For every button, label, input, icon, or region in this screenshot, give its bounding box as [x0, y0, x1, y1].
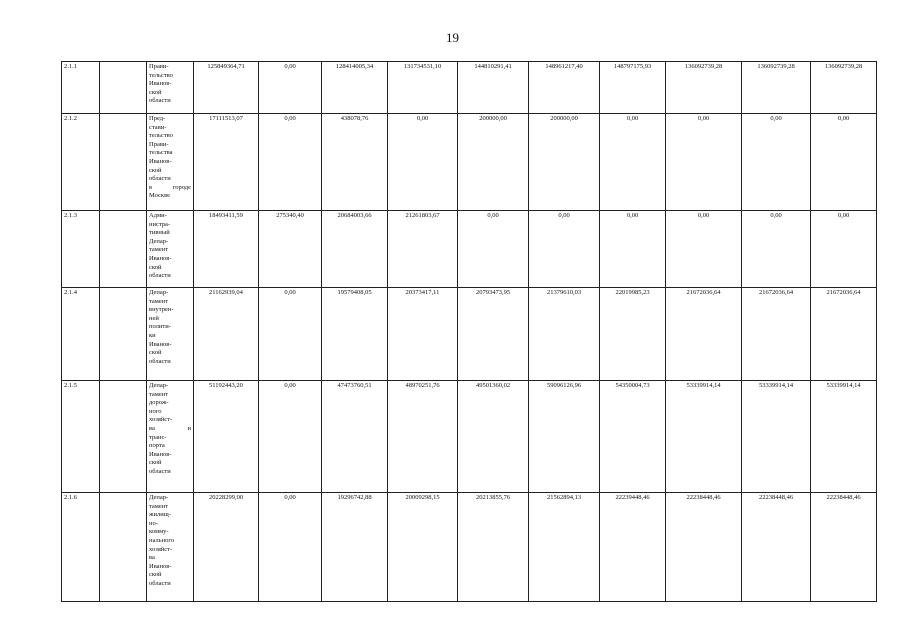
value-cell: 53339914,14: [811, 381, 877, 493]
row-name-line: области: [149, 579, 171, 587]
empty-cell: [100, 114, 147, 211]
row-name-line: области: [149, 467, 171, 475]
value-cell: 47473760,51: [322, 381, 388, 493]
value-cell: 21672036,64: [811, 288, 877, 381]
value-cell: 20793473,95: [458, 288, 529, 381]
row-name-line: области: [149, 97, 171, 105]
row-name-line: ской: [149, 459, 162, 467]
row-name: [147, 288, 194, 381]
value-cell: 22238448,46: [742, 493, 811, 602]
row-code: 2.1.2: [62, 114, 100, 211]
row-name-line: комму-: [149, 528, 169, 536]
value-cell: 131734531,10: [388, 62, 458, 114]
value-cell: 136092739,28: [666, 62, 742, 114]
row-code: 2.1.3: [62, 211, 100, 288]
row-name: [147, 211, 194, 288]
row-code: 2.1.1: [62, 62, 100, 114]
row-name-line: Пред-: [149, 115, 166, 122]
row-name-line: стави-: [149, 123, 167, 131]
value-cell: 22019985,23: [600, 288, 666, 381]
value-cell: 22239448,46: [600, 493, 666, 602]
table-row: [62, 62, 877, 114]
value-cell: 0,00: [458, 211, 529, 288]
row-name-line: в городе: [149, 183, 191, 191]
row-code: 2.1.5: [62, 381, 100, 493]
row-name-line: ного: [149, 407, 162, 415]
row-name-line: Адми-: [149, 212, 167, 219]
row-name-line: ской: [149, 166, 162, 174]
value-cell: 20373417,11: [388, 288, 458, 381]
table-row: [62, 288, 877, 381]
value-cell: 51192443,20: [194, 381, 259, 493]
empty-cell: [100, 62, 147, 114]
row-name-line: тельство: [149, 132, 173, 140]
value-cell: 128414005,34: [322, 62, 388, 114]
value-cell: 125849364,71: [194, 62, 259, 114]
value-cell: 59096126,96: [529, 381, 600, 493]
value-cell: 17111513,07: [194, 114, 259, 211]
row-name-line: тамент: [149, 502, 169, 510]
value-cell: 22238448,46: [666, 493, 742, 602]
row-name-line: Депар-: [149, 382, 169, 389]
value-cell: 18493411,59: [194, 211, 259, 288]
table-row: [62, 493, 877, 602]
row-name-line: нистра-: [149, 220, 171, 228]
row-name-line: области: [149, 272, 171, 280]
value-cell: 0,00: [811, 114, 877, 211]
row-name-line: Депар-: [149, 494, 169, 501]
value-cell: 0,00: [811, 211, 877, 288]
row-name-line: полити-: [149, 323, 171, 331]
table-row: [62, 211, 877, 288]
budget-table: [61, 61, 877, 602]
value-cell: 0,00: [742, 114, 811, 211]
value-cell: 0,00: [259, 381, 322, 493]
value-cell: 21672036,64: [666, 288, 742, 381]
row-name-line: тамент: [149, 246, 169, 254]
row-name-line: ва: [149, 554, 155, 562]
row-name-line: Прави-: [149, 63, 169, 70]
row-name: [147, 62, 194, 114]
value-cell: 0,00: [600, 114, 666, 211]
row-name-line: Иванов-: [149, 450, 172, 458]
value-cell: 438078,76: [322, 114, 388, 211]
value-cell: 136092739,28: [742, 62, 811, 114]
value-cell: 21379610,03: [529, 288, 600, 381]
row-name-line: дорож-: [149, 399, 169, 407]
value-cell: 200000,00: [529, 114, 600, 211]
page-number: 19: [446, 30, 459, 45]
row-name-line: нального: [149, 536, 175, 544]
row-name-line: хозяйст-: [149, 545, 173, 553]
row-name-line: тельства: [149, 149, 173, 157]
row-name-line: Иванов-: [149, 340, 172, 348]
row-name-line: хозяйст-: [149, 416, 173, 424]
table-row: [62, 381, 877, 493]
row-name-line: Депар-: [149, 289, 169, 296]
value-cell: 19579408,05: [322, 288, 388, 381]
row-name-line: но-: [149, 519, 158, 527]
value-cell: 0,00: [529, 211, 600, 288]
row-name-line: тамент: [149, 297, 169, 305]
value-cell: 49501360,02: [458, 381, 529, 493]
value-cell: 22238448,46: [811, 493, 877, 602]
value-cell: 21672036,64: [742, 288, 811, 381]
row-name-line: транс-: [149, 433, 167, 441]
value-cell: 20009298,15: [388, 493, 458, 602]
value-cell: 148961217,40: [529, 62, 600, 114]
value-cell: 0,00: [666, 114, 742, 211]
row-name-line: Депар-: [149, 237, 169, 245]
row-name-line: ской: [149, 349, 162, 357]
row-name-line: Иванов-: [149, 157, 172, 165]
row-name-line: Москве: [149, 192, 170, 200]
row-name: [147, 114, 194, 211]
row-name-line: ней: [149, 314, 159, 322]
row-name-line: тельство: [149, 71, 173, 79]
table-body: [62, 62, 877, 602]
row-name-line: ской: [149, 571, 162, 579]
row-name-line: порта: [149, 442, 165, 450]
value-cell: 275340,40: [259, 211, 322, 288]
row-name-line: ки: [149, 331, 156, 339]
value-cell: 54350004,73: [600, 381, 666, 493]
value-cell: 20684003,66: [322, 211, 388, 288]
row-name-line: тивный: [149, 229, 170, 237]
row-name-line: ской: [149, 88, 162, 96]
value-cell: 200000,00: [458, 114, 529, 211]
row-name-line: Иванов-: [149, 254, 172, 262]
value-cell: 144810291,41: [458, 62, 529, 114]
row-name-line: ва и: [149, 424, 191, 432]
empty-cell: [100, 493, 147, 602]
value-cell: 21162939,04: [194, 288, 259, 381]
row-name-line: внутрен-: [149, 306, 174, 314]
value-cell: 48970251,76: [388, 381, 458, 493]
value-cell: 21562894,13: [529, 493, 600, 602]
value-cell: 19296742,88: [322, 493, 388, 602]
value-cell: 0,00: [259, 288, 322, 381]
row-code: 2.1.4: [62, 288, 100, 381]
value-cell: 20213855,76: [458, 493, 529, 602]
row-name-line: области: [149, 357, 171, 365]
value-cell: 53339914,14: [742, 381, 811, 493]
row-name: [147, 381, 194, 493]
table-row: [62, 114, 877, 211]
row-name-line: Прави-: [149, 140, 169, 148]
row-name-line: области: [149, 175, 171, 183]
empty-cell: [100, 288, 147, 381]
row-name-line: Иванов-: [149, 562, 172, 570]
row-name-line: тамент: [149, 390, 169, 398]
row-name: [147, 493, 194, 602]
empty-cell: [100, 381, 147, 493]
value-cell: 21261803,67: [388, 211, 458, 288]
value-cell: 0,00: [259, 493, 322, 602]
row-code: 2.1.6: [62, 493, 100, 602]
row-name-line: Иванов-: [149, 80, 172, 88]
row-name-line: жилищ-: [149, 511, 171, 519]
value-cell: 136092739,28: [811, 62, 877, 114]
empty-cell: [100, 211, 147, 288]
value-cell: 148797175,93: [600, 62, 666, 114]
value-cell: 0,00: [259, 114, 322, 211]
value-cell: 0,00: [600, 211, 666, 288]
value-cell: 53339914,14: [666, 381, 742, 493]
value-cell: 0,00: [666, 211, 742, 288]
row-name-line: ской: [149, 263, 162, 271]
value-cell: 20228299,00: [194, 493, 259, 602]
value-cell: 0,00: [259, 62, 322, 114]
value-cell: 0,00: [388, 114, 458, 211]
value-cell: 0,00: [742, 211, 811, 288]
